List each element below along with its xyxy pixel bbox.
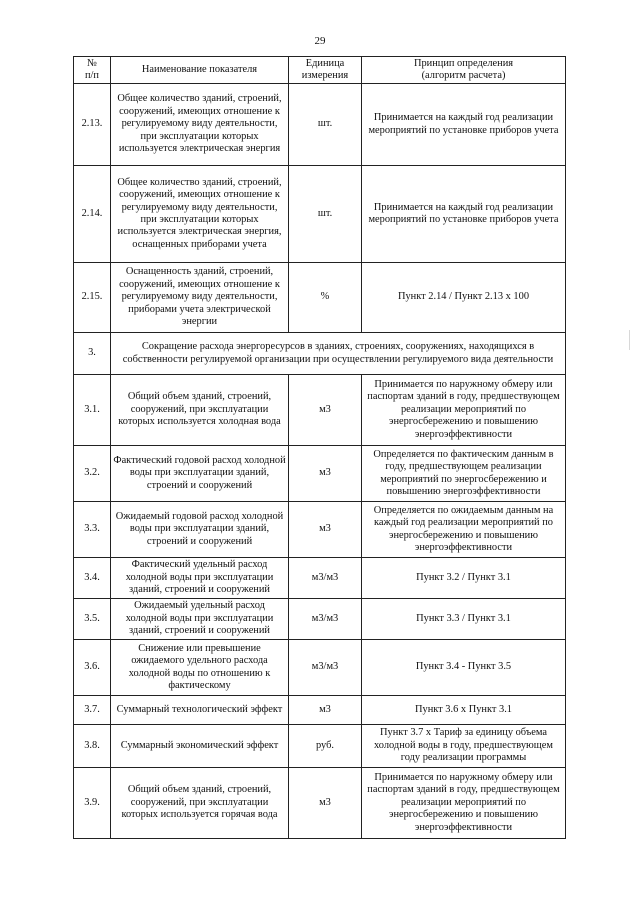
row-unit: м3 bbox=[289, 446, 362, 502]
row-unit: м3/м3 bbox=[289, 640, 362, 696]
section-num: 3. bbox=[74, 333, 111, 375]
table-row bbox=[74, 446, 566, 502]
row-unit: шт. bbox=[289, 84, 362, 166]
table-row bbox=[74, 502, 566, 558]
row-method: Пункт 3.6 x Пункт 3.1 bbox=[362, 696, 566, 725]
row-name: Суммарный экономический эффект bbox=[111, 725, 289, 768]
row-name: Общий объем зданий, строений, сооружений, при эксплуатации которых используется горячая вода bbox=[111, 768, 289, 839]
table-row bbox=[74, 640, 566, 696]
row-num: 3.4. bbox=[74, 558, 111, 599]
row-method: Пункт 3.7 x Тариф за единицу объема холодной воды в году, предшествующем году реализации программы bbox=[362, 725, 566, 768]
row-method: Пункт 3.4 - Пункт 3.5 bbox=[362, 640, 566, 696]
row-unit: м3 bbox=[289, 375, 362, 446]
header-name: Наименование показателя bbox=[111, 57, 289, 84]
row-num: 2.13. bbox=[74, 84, 111, 166]
row-name: Фактический удельный расход холодной воды при эксплуатации зданий, строений и сооружений bbox=[111, 558, 289, 599]
row-name: Ожидаемый удельный расход холодной воды при эксплуатации зданий, строений и сооружений bbox=[111, 599, 289, 640]
table-row bbox=[74, 696, 566, 725]
row-num: 3.9. bbox=[74, 768, 111, 839]
row-method: Определяется по фактическим данным в году, предшествующем реализации мероприятий по энергосбережению и повышению энергоэффективности bbox=[362, 446, 566, 502]
row-num: 3.5. bbox=[74, 599, 111, 640]
row-method: Принимается по наружному обмеру или паспортам зданий в году, предшествующем реализации мероприятий по энергосбережению и повышению энергоэффективности bbox=[362, 375, 566, 446]
table-row bbox=[74, 375, 566, 446]
row-num: 3.3. bbox=[74, 502, 111, 558]
row-num: 3.2. bbox=[74, 446, 111, 502]
row-unit: м3/м3 bbox=[289, 558, 362, 599]
row-method: Принимается на каждый год реализации мероприятий по установке приборов учета bbox=[362, 166, 566, 263]
row-method: Пункт 2.14 / Пункт 2.13 x 100 bbox=[362, 263, 566, 333]
indicator-table bbox=[73, 56, 566, 839]
row-name: Общий объем зданий, строений, сооружений, при эксплуатации которых используется холодная вода bbox=[111, 375, 289, 446]
row-name: Ожидаемый годовой расход холодной воды при эксплуатации зданий, строений и сооружений bbox=[111, 502, 289, 558]
row-method: Пункт 3.3 / Пункт 3.1 bbox=[362, 599, 566, 640]
row-unit: руб. bbox=[289, 725, 362, 768]
table-row bbox=[74, 558, 566, 599]
page-number: 29 bbox=[314, 35, 326, 47]
row-method: Принимается по наружному обмеру или паспортам зданий в году, предшествующем реализации мероприятий по энергосбережению и повышению энергоэффективности bbox=[362, 768, 566, 839]
row-method: Определяется по ожидаемым данным на каждый год реализации мероприятий по энергосбережению и повышению энергоэффективности bbox=[362, 502, 566, 558]
scan-mark bbox=[629, 330, 630, 350]
row-name: Фактический годовой расход холодной воды при эксплуатации зданий, строений и сооружений bbox=[111, 446, 289, 502]
table-row bbox=[74, 263, 566, 333]
table-row bbox=[74, 599, 566, 640]
row-unit: м3 bbox=[289, 768, 362, 839]
row-name: Снижение или превышение ожидаемого удельного расхода холодной воды по отношению к фактическому bbox=[111, 640, 289, 696]
row-num: 2.15. bbox=[74, 263, 111, 333]
section-title: Сокращение расхода энергоресурсов в зданиях, строениях, сооружениях, находящихся в собственности регулируемой организации при осуществлении регулируемого вида деятельности bbox=[111, 333, 566, 375]
row-num: 3.1. bbox=[74, 375, 111, 446]
table-row bbox=[74, 166, 566, 263]
row-method: Пункт 3.2 / Пункт 3.1 bbox=[362, 558, 566, 599]
section-row bbox=[74, 333, 566, 375]
row-num: 3.8. bbox=[74, 725, 111, 768]
row-name: Общее количество зданий, строений, сооружений, имеющих отношение к регулируемому виду деятельности, при эксплуатации которых используется электрическая энергия, оснащенных приборами учета bbox=[111, 166, 289, 263]
row-unit: шт. bbox=[289, 166, 362, 263]
row-method: Принимается на каждый год реализации мероприятий по установке приборов учета bbox=[362, 84, 566, 166]
row-unit: м3 bbox=[289, 696, 362, 725]
table-row bbox=[74, 725, 566, 768]
row-num: 2.14. bbox=[74, 166, 111, 263]
table-header-row bbox=[74, 57, 566, 84]
table-row bbox=[74, 768, 566, 839]
row-num: 3.6. bbox=[74, 640, 111, 696]
row-unit: м3 bbox=[289, 502, 362, 558]
row-name: Суммарный технологический эффект bbox=[111, 696, 289, 725]
row-unit: % bbox=[289, 263, 362, 333]
row-name: Общее количество зданий, строений, сооружений, имеющих отношение к регулируемому виду деятельности, при эксплуатации которых используется электрическая энергия bbox=[111, 84, 289, 166]
row-name: Оснащенность зданий, строений, сооружений, имеющих отношение к регулируемому виду деятельности, приборами учета электрической энергии bbox=[111, 263, 289, 333]
row-unit: м3/м3 bbox=[289, 599, 362, 640]
row-num: 3.7. bbox=[74, 696, 111, 725]
header-method: Принцип определения (алгоритм расчета) bbox=[362, 57, 566, 84]
table-row bbox=[74, 84, 566, 166]
header-num: № п/п bbox=[74, 57, 111, 84]
header-unit: Единица измерения bbox=[289, 57, 362, 84]
